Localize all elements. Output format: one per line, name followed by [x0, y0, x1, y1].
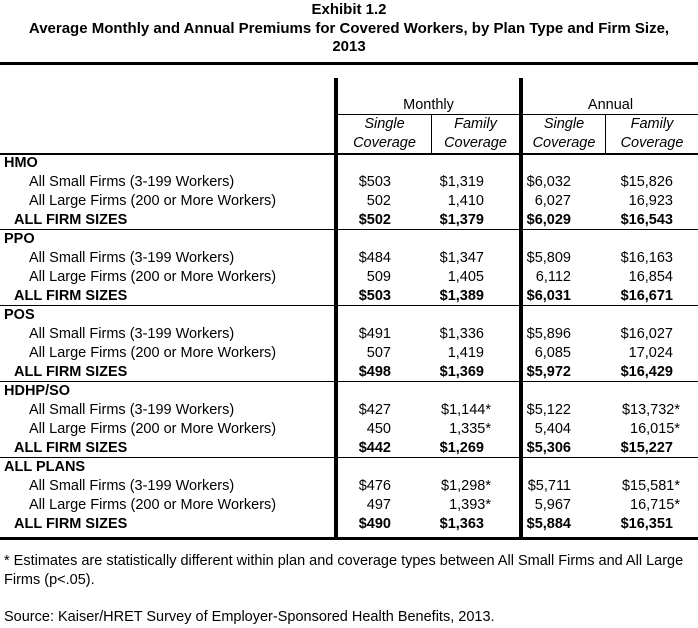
- premium-value-mf: $1,298*: [441, 478, 491, 494]
- premium-value-as: 5,404: [534, 421, 571, 437]
- firm-size-label: All Small Firms (3-199 Workers): [29, 402, 235, 418]
- firm-size-label: All Large Firms (200 or More Workers): [29, 269, 277, 285]
- all-firm-sizes-label: ALL FIRM SIZES: [14, 212, 128, 228]
- premium-value-mf: $1,379: [439, 212, 484, 228]
- firm-size-label: All Small Firms (3-199 Workers): [29, 478, 235, 494]
- header-single-line1: Single: [543, 116, 585, 132]
- bottom-rule: [0, 537, 698, 540]
- premium-value-af: $16,543: [620, 212, 673, 228]
- premium-value-as: $6,031: [526, 288, 571, 304]
- plan-type-heading: HDHP/SO: [4, 383, 71, 399]
- section-rule: [0, 457, 698, 458]
- firm-size-label: All Large Firms (200 or More Workers): [29, 421, 277, 437]
- footnote: * Estimates are statistically different within plan and coverage types between All Small Firms and All Large Firms (p<.05).: [4, 553, 684, 588]
- premium-value-ms: $427: [358, 402, 391, 418]
- exhibit-title-year: 2013: [332, 38, 366, 55]
- section-rule: [0, 381, 698, 382]
- header-monthly-single: [338, 115, 431, 153]
- premium-value-af: $16,429: [620, 364, 673, 380]
- premium-value-af: 17,024: [628, 345, 673, 361]
- header-annual-family: [606, 115, 698, 153]
- premium-value-af: 16,015*: [630, 421, 680, 437]
- premium-value-mf: 1,410: [447, 193, 484, 209]
- premium-value-ms: 507: [366, 345, 391, 361]
- premium-value-as: 5,967: [534, 497, 571, 513]
- plan-type-heading: ALL PLANS: [4, 459, 86, 475]
- firm-size-label: All Small Firms (3-199 Workers): [29, 174, 235, 190]
- firm-size-label: All Large Firms (200 or More Workers): [29, 345, 277, 361]
- premium-value-ms: $491: [358, 326, 391, 342]
- header-family-line2: Coverage: [620, 135, 684, 151]
- header-single-line2: Coverage: [532, 135, 596, 151]
- header-family-line2: Coverage: [444, 135, 507, 151]
- premium-value-af: $15,581*: [621, 478, 680, 494]
- premium-value-ms: $490: [358, 516, 391, 532]
- premium-value-af: $15,826: [620, 174, 673, 190]
- premium-value-af: 16,923: [628, 193, 673, 209]
- premium-value-mf: $1,389: [439, 288, 484, 304]
- premium-value-ms: $442: [358, 440, 391, 456]
- premium-value-as: $5,884: [526, 516, 571, 532]
- header-monthly-family: [432, 115, 519, 153]
- premium-value-af: $13,732*: [621, 402, 680, 418]
- header-single-line1: Single: [364, 116, 405, 132]
- premium-value-ms: $484: [358, 250, 391, 266]
- header-annual-single: [523, 115, 605, 153]
- premium-value-ms: 509: [366, 269, 391, 285]
- premium-value-af: $16,671: [620, 288, 673, 304]
- exhibit-title: Average Monthly and Annual Premiums for Covered Workers, by Plan Type and Firm Size,: [28, 20, 670, 37]
- premium-value-mf: 1,405: [447, 269, 484, 285]
- all-firm-sizes-label: ALL FIRM SIZES: [14, 288, 128, 304]
- header-family-line1: Family: [630, 116, 674, 132]
- premium-value-mf: $1,319: [439, 174, 484, 190]
- firm-size-label: All Large Firms (200 or More Workers): [29, 193, 277, 209]
- premium-value-af: $16,351: [620, 516, 673, 532]
- firm-size-label: All Small Firms (3-199 Workers): [29, 326, 235, 342]
- premium-value-mf: $1,269: [439, 440, 484, 456]
- plan-type-heading: HMO: [4, 155, 38, 171]
- premium-value-as: $5,972: [526, 364, 571, 380]
- premium-value-af: 16,715*: [630, 497, 680, 513]
- source-note: Source: Kaiser/HRET Survey of Employer-Sponsored Health Benefits, 2013.: [4, 609, 495, 625]
- premium-value-as: $5,122: [526, 402, 571, 418]
- plan-type-heading: POS: [4, 307, 35, 323]
- top-rule: [0, 62, 698, 65]
- premium-value-mf: 1,393*: [449, 497, 491, 513]
- firm-size-label: All Large Firms (200 or More Workers): [29, 497, 277, 513]
- premium-value-mf: 1,419: [447, 345, 484, 361]
- header-single-line2: Coverage: [353, 135, 416, 151]
- premium-value-as: 6,027: [534, 193, 571, 209]
- premium-value-ms: $476: [358, 478, 391, 494]
- header-monthly: Monthly: [403, 97, 454, 113]
- premium-value-ms: $502: [358, 212, 391, 228]
- section-rule: [0, 153, 698, 155]
- section-rule: [0, 229, 698, 230]
- premium-value-as: $6,032: [526, 174, 571, 190]
- premium-value-af: $16,027: [620, 326, 673, 342]
- premium-value-ms: $503: [358, 174, 391, 190]
- premium-value-ms: $503: [358, 288, 391, 304]
- premium-value-af: $15,227: [620, 440, 673, 456]
- premium-value-ms: $498: [358, 364, 391, 380]
- all-firm-sizes-label: ALL FIRM SIZES: [14, 516, 128, 532]
- premium-value-mf: $1,144*: [441, 402, 491, 418]
- all-firm-sizes-label: ALL FIRM SIZES: [14, 440, 128, 456]
- premium-value-ms: 450: [366, 421, 391, 437]
- premium-value-as: $5,711: [527, 478, 571, 494]
- premium-value-ms: 497: [366, 497, 391, 513]
- premium-value-as: $5,896: [526, 326, 571, 342]
- premium-value-as: 6,085: [534, 345, 571, 361]
- exhibit-number: Exhibit 1.2: [311, 1, 387, 18]
- premium-value-as: $5,306: [526, 440, 571, 456]
- premium-value-as: $6,029: [526, 212, 571, 228]
- premium-value-af: 16,854: [628, 269, 673, 285]
- premium-value-ms: 502: [366, 193, 391, 209]
- premium-value-mf: $1,336: [439, 326, 484, 342]
- premium-value-as: 6,112: [535, 269, 571, 285]
- premium-value-mf: 1,335*: [449, 421, 491, 437]
- premium-value-af: $16,163: [620, 250, 673, 266]
- header-annual: Annual: [587, 97, 634, 113]
- header-family-line1: Family: [454, 116, 497, 132]
- premium-value-as: $5,809: [526, 250, 571, 266]
- section-rule: [0, 305, 698, 306]
- premium-value-mf: $1,347: [439, 250, 484, 266]
- premium-value-mf: $1,363: [439, 516, 484, 532]
- premium-value-mf: $1,369: [439, 364, 484, 380]
- plan-type-heading: PPO: [4, 231, 35, 247]
- all-firm-sizes-label: ALL FIRM SIZES: [14, 364, 128, 380]
- firm-size-label: All Small Firms (3-199 Workers): [29, 250, 235, 266]
